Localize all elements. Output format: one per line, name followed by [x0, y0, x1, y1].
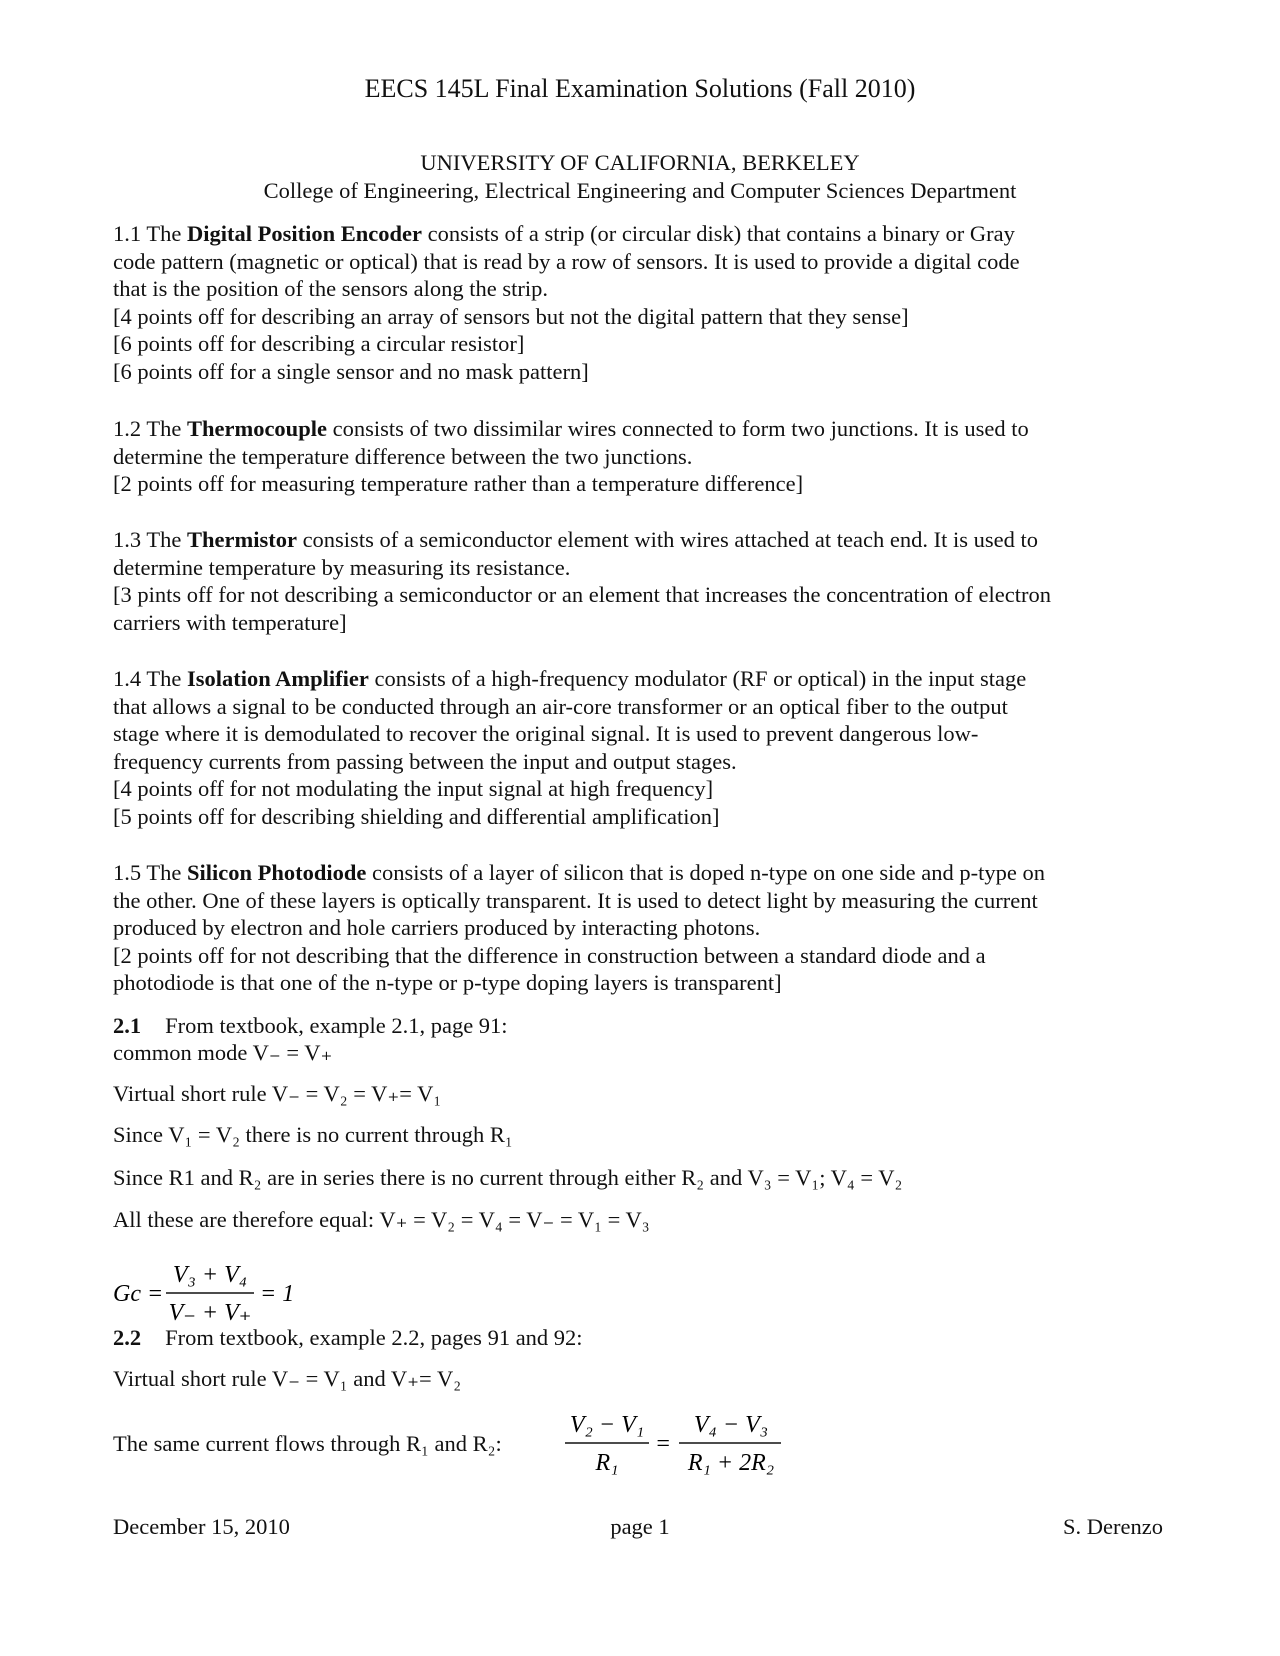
- grading-note: [6 points off for a single sensor and no mask pattern]: [113, 358, 589, 384]
- grading-note: [2 points off for not describing that the difference in construction between a standard diode and a: [113, 942, 986, 968]
- section-number: 2.2: [113, 1325, 142, 1350]
- answer-1-1-line-2: code pattern (magnetic or optical) that is read by a row of sensors. It is used to provide a digital code: [113, 248, 1020, 274]
- equals-sign: =: [654, 1431, 672, 1457]
- page-title: EECS 145L Final Examination Solutions (Fall 2010): [364, 74, 916, 103]
- section-2-1-heading: [113, 1013, 508, 1039]
- grading-note: [4 points off for describing an array of sensors but not the digital pattern that they sense]: [113, 303, 909, 329]
- answer-1-5: [113, 859, 1173, 997]
- grading-note: carriers with temperature]: [113, 609, 347, 635]
- common-mode-line: common mode V₋ = V₊: [113, 1040, 333, 1065]
- footer-page-number: page 1: [610, 1514, 670, 1539]
- term-digital-position-encoder: Digital Position Encoder: [186, 221, 422, 246]
- answer-1-2-line-1: 1.2 The Thermocouple consists of two dissimilar wires connected to form two junctions. It is used to: [113, 416, 1029, 441]
- answer-1-4-line-4: frequency currents from passing between the input and output stages.: [113, 748, 737, 774]
- answer-1-4-line-3: stage where it is demodulated to recover the original signal. It is used to prevent dangerous low-: [113, 721, 979, 746]
- fraction-1-denominator: R₁: [595, 1450, 619, 1476]
- fraction-1-numerator: V₂ − V₁: [569, 1412, 645, 1438]
- grading-note: photodiode is that one of the n-type or p-type doping layers is transparent]: [113, 970, 782, 995]
- same-current-line: The same current flows through R₁ and R₂:: [113, 1431, 502, 1456]
- answer-1-1-line-3: that is the position of the sensors along the strip.: [113, 276, 548, 301]
- equation-rhs: = 1: [260, 1281, 295, 1307]
- fraction-2-numerator: V₄ − V₃: [693, 1412, 769, 1438]
- university-name: UNIVERSITY OF CALIFORNIA, BERKELEY: [420, 150, 860, 175]
- answer-1-3: [113, 526, 1173, 636]
- answer-1-2-line-2: determine the temperature difference between the two junctions.: [113, 443, 693, 469]
- answer-1-5-line-1: 1.5 The Silicon Photodiode consists of a layer of silicon that is doped n-type on one side and p-type on: [113, 860, 1045, 885]
- answer-1-5-line-3: produced by electron and hole carriers produced by interacting photons.: [113, 915, 761, 940]
- term-silicon-photodiode: Silicon Photodiode: [186, 860, 367, 885]
- answer-1-3-line-1: 1.3 The Thermistor consists of a semiconductor element with wires attached at teach end. It is used to: [113, 527, 1038, 552]
- answer-1-3-line-2: determine temperature by measuring its resistance.: [113, 554, 571, 580]
- answer-1-4-line-2: that allows a signal to be conducted through an air-core transformer or an optical fiber to the output: [113, 693, 1008, 719]
- section-2-2-heading: [113, 1325, 583, 1351]
- virtual-short-line: Virtual short rule V₋ = V₂ = V₊= V₁: [113, 1081, 442, 1106]
- term-isolation-amplifier: Isolation Amplifier: [186, 666, 369, 691]
- footer-date: December 15, 2010: [113, 1514, 290, 1539]
- current-equation: [555, 1400, 795, 1490]
- answer-1-4-line-1: 1.4 The Isolation Amplifier consists of a high-frequency modulator (RF or optical) in the input stage: [113, 666, 1027, 691]
- grading-note: [4 points off for not modulating the input signal at high frequency]: [113, 776, 714, 801]
- all-equal-line: All these are therefore equal: V₊ = V₂ = V₄ = V₋ = V₁ = V₃: [113, 1207, 650, 1232]
- equation-numerator: V₃ + V₄: [172, 1262, 248, 1288]
- department-name: College of Engineering, Electrical Engineering and Computer Sciences Department: [263, 178, 1017, 203]
- answer-1-5-line-2: the other. One of these layers is optically transparent. It is used to detect light by measuring the current: [113, 887, 1038, 913]
- answer-1-1-line-1: 1.1 The Digital Position Encoder consists of a strip (or circular disk) that contains a binary or Gray: [113, 221, 1015, 246]
- section-number: 2.1: [113, 1013, 142, 1038]
- answer-1-1: [113, 220, 1173, 385]
- grading-note: [5 points off for describing shielding and differential amplification]: [113, 803, 720, 829]
- term-thermocouple: Thermocouple: [186, 416, 327, 441]
- grading-note: [6 points off for describing a circular resistor]: [113, 331, 525, 356]
- grading-note: [2 points off for measuring temperature rather than a temperature difference]: [113, 471, 804, 496]
- answer-1-2: [113, 415, 1173, 498]
- equation-denominator: V₋ + V₊: [168, 1300, 252, 1326]
- virtual-short-line-2: Virtual short rule V₋ = V₁ and V₊= V₂: [113, 1366, 462, 1391]
- fraction-2-denominator: R₁ + 2R₂: [687, 1450, 775, 1476]
- grading-note: [3 pints off for not describing a semiconductor or an element that increases the concentration of electron: [113, 582, 1052, 607]
- term-thermistor: Thermistor: [186, 527, 297, 552]
- footer-author: S. Derenzo: [1063, 1514, 1163, 1539]
- equation-lhs: Gc =: [113, 1281, 164, 1307]
- answer-1-4: [113, 665, 1173, 830]
- section-heading-text: From textbook, example 2.1, page 91:: [165, 1013, 508, 1038]
- series-line: Since R1 and R₂ are in series there is no current through either R₂ and V₃ = V₁; V₄ = V₂: [113, 1165, 903, 1190]
- section-heading-text: From textbook, example 2.2, pages 91 and 92:: [165, 1325, 583, 1350]
- no-current-line: Since V₁ = V₂ there is no current through R₁: [113, 1122, 513, 1147]
